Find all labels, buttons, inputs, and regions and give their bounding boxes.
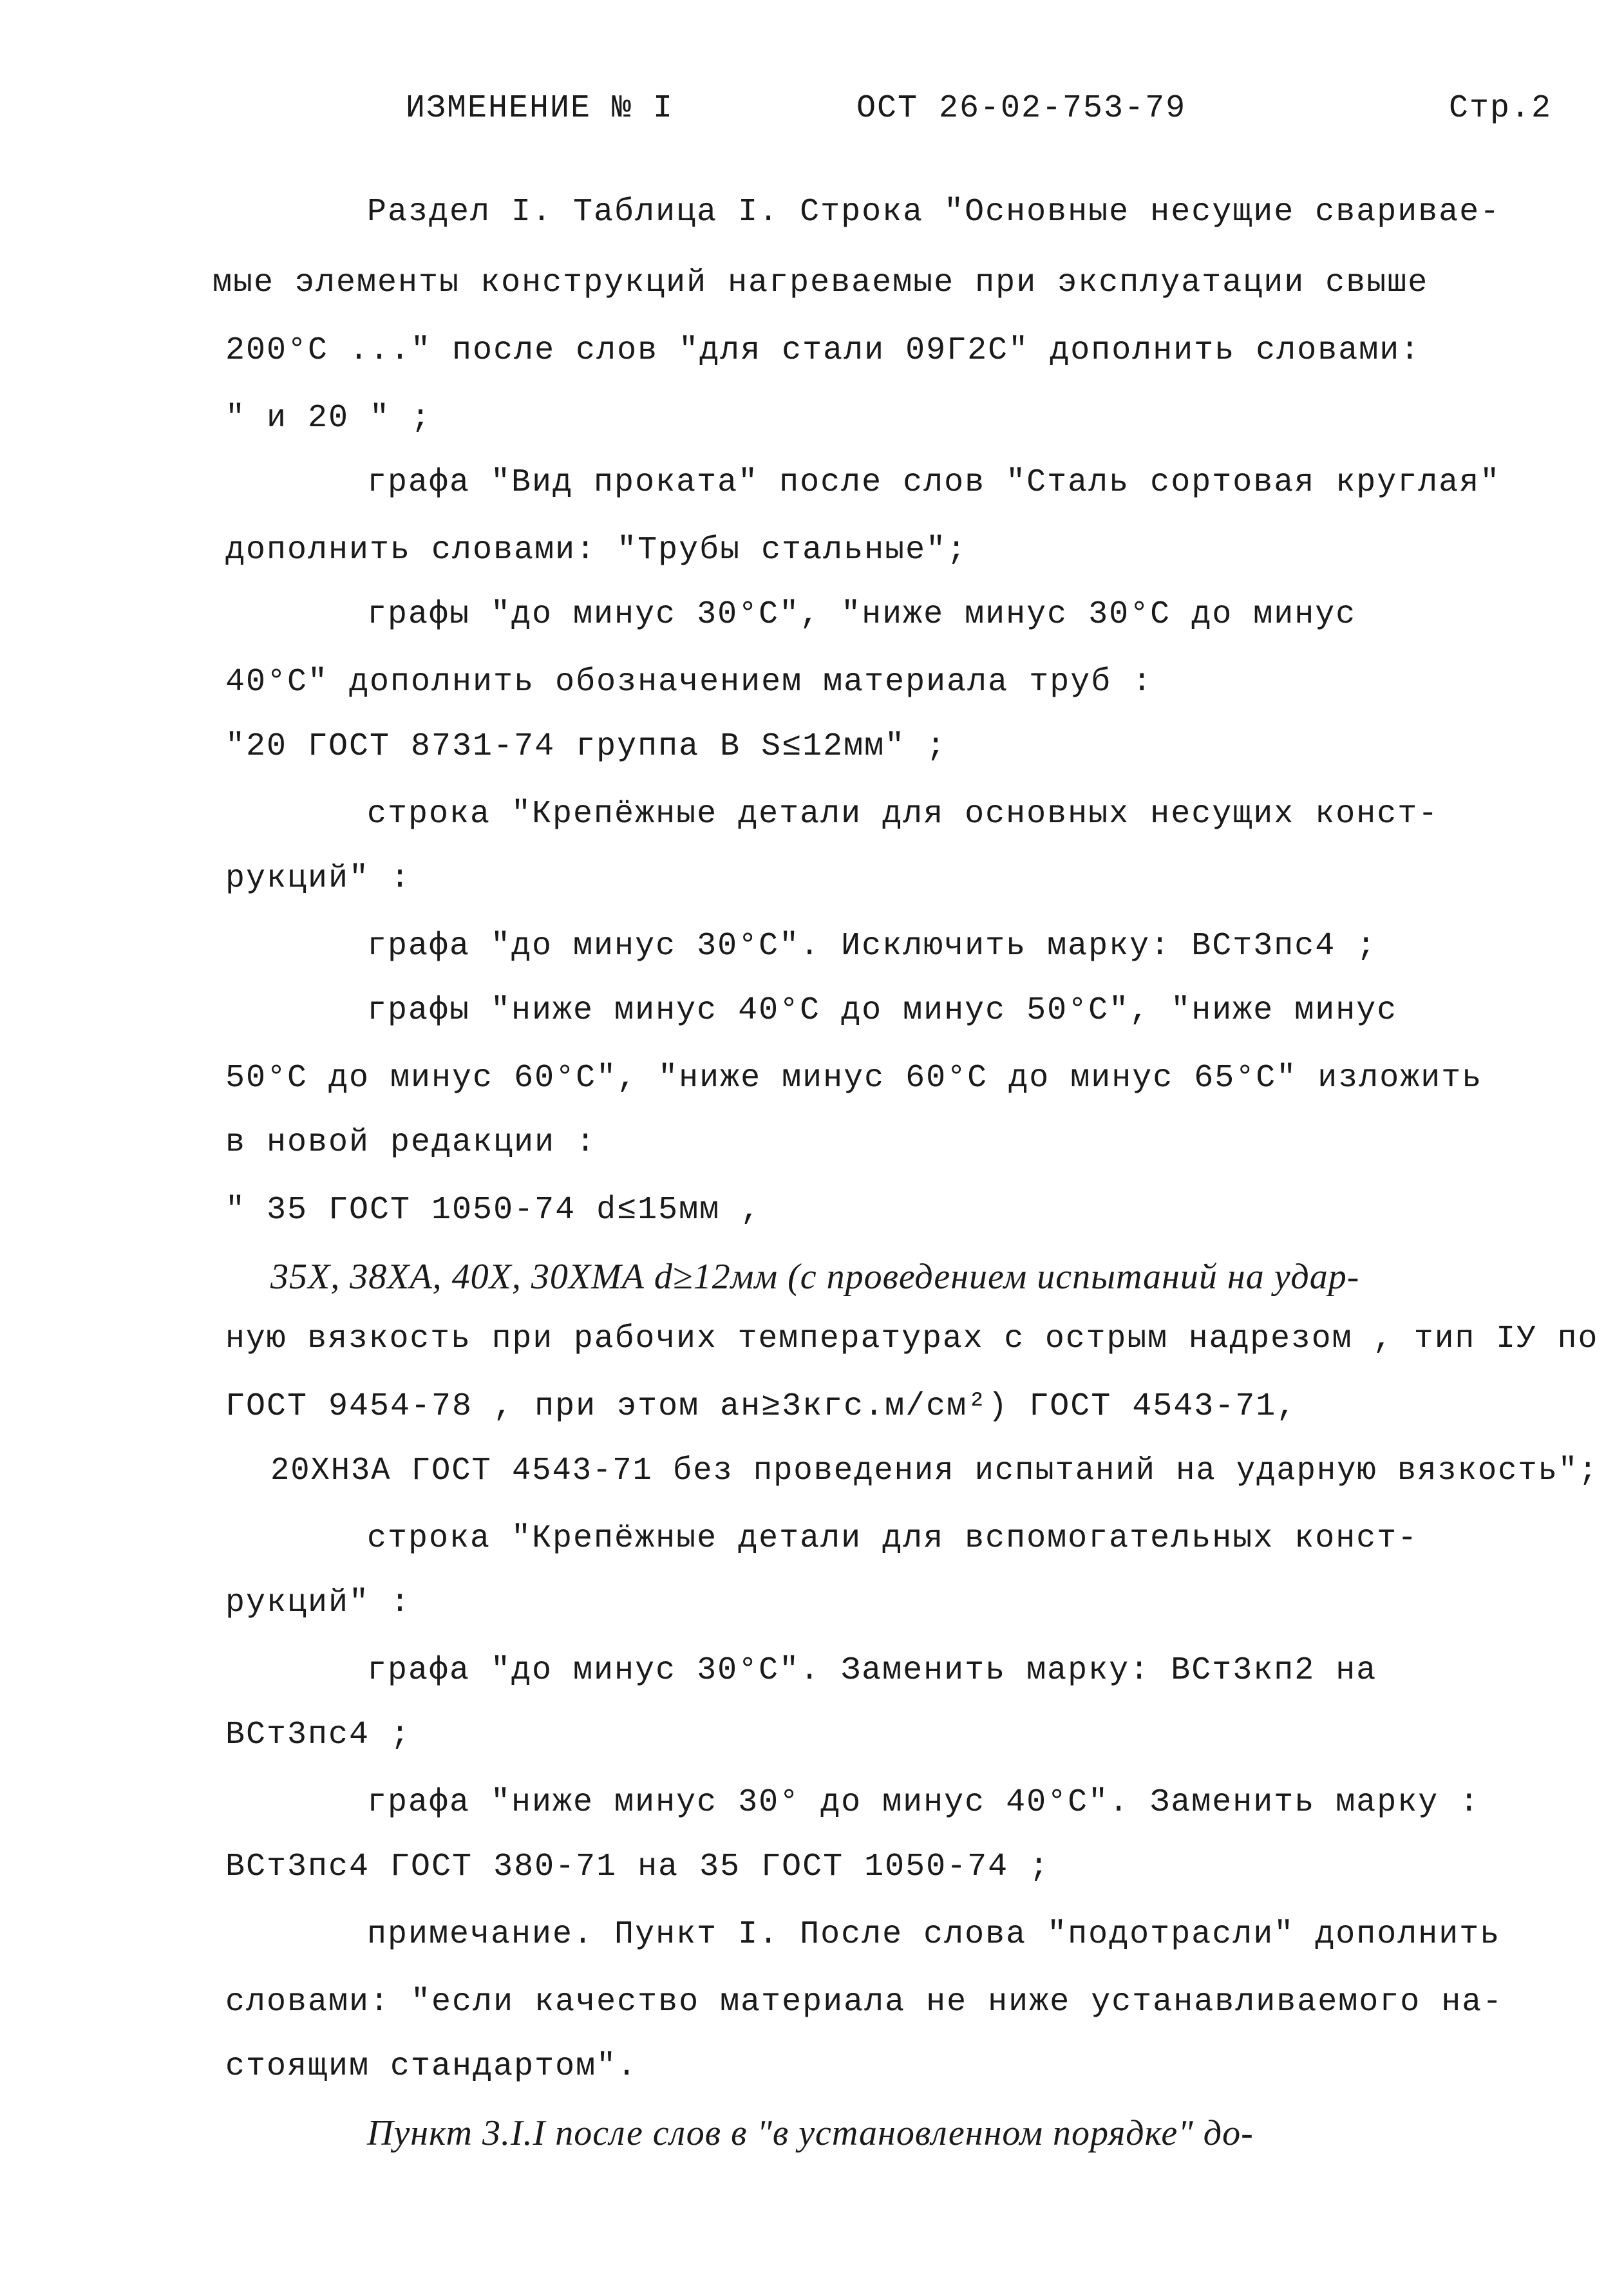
text-line: мые элементы конструкций нагреваемые при эксплуатации свыше [212,265,1429,301]
text-line: 35Х, 38ХА, 40Х, 30ХМА d≥12мм (с проведением испытаний на удар- [270,1257,1360,1297]
change-number: ИЗМЕНЕНИЕ № I [406,90,674,127]
text-line: графа "ниже минус 30° до минус 40°С". Заменить марку : [367,1784,1480,1821]
text-line: "20 ГОСТ 8731-74 группа В S≤12мм" ; [225,728,947,765]
text-line: Пункт 3.I.I после слов в "в установленном порядке" до- [367,2113,1254,2153]
text-line: ГОСТ 9454-78 , при этом aн≥3кгс.м/см²) ГОСТ 4543-71, [225,1388,1298,1425]
text-line: словами: "если качество материала не ниже устанавливаемого на- [225,1984,1504,2021]
text-line: ную вязкость при рабочих температурах с острым надрезом , тип IУ по [225,1321,1599,1357]
text-line: строка "Крепёжные детали для основных несущих конст- [367,796,1439,833]
text-line: графы "до минус 30°С", "ниже минус 30°С до минус [367,596,1357,633]
text-line: 20ХН3А ГОСТ 4543-71 без проведения испытаний на ударную вязкость"; [270,1453,1599,1489]
text-line: ВСт3пс4 ГОСТ 380-71 на 35 ГОСТ 1050-74 ; [225,1849,1050,1885]
text-line: рукций" : [225,860,411,897]
text-line: графа "до минус 30°С". Исключить марку: ВСт3пс4 ; [367,928,1377,965]
text-line: " 35 ГОСТ 1050-74 d≤15мм , [225,1192,762,1229]
page-number: Стр.2 [1449,90,1553,127]
text-line: 40°С" дополнить обозначением материала труб : [225,664,1153,701]
text-line: 200°С ..." после слов "для стали 09Г2С" дополнить словами: [225,332,1421,369]
text-line: " и 20 " ; [225,400,432,437]
text-line: дополнить словами: "Трубы стальные"; [225,532,968,569]
text-line: графа "до минус 30°С". Заменить марку: ВСт3кп2 на [367,1652,1377,1689]
text-line: графа "Вид проката" после слов "Сталь сортовая круглая" [367,464,1501,501]
text-line: строка "Крепёжные детали для вспомогательных конст- [367,1520,1419,1557]
text-line: стоящим стандартом". [225,2048,638,2085]
standard-number: ОСТ 26-02-753-79 [856,90,1187,127]
text-line: рукций" : [225,1585,411,1621]
text-line: графы "ниже минус 40°С до минус 50°С", "ниже минус [367,992,1398,1029]
text-line: примечание. Пункт I. После слова "подотрасли" дополнить [367,1916,1501,1953]
text-line: 50°С до минус 60°С", "ниже минус 60°С до минус 65°С" изложить [225,1060,1483,1097]
text-line: в новой редакции : [225,1124,597,1161]
text-line: Раздел I. Таблица I. Строка "Основные несущие сваривае- [367,194,1501,231]
text-line: ВСт3пс4 ; [225,1717,411,1753]
